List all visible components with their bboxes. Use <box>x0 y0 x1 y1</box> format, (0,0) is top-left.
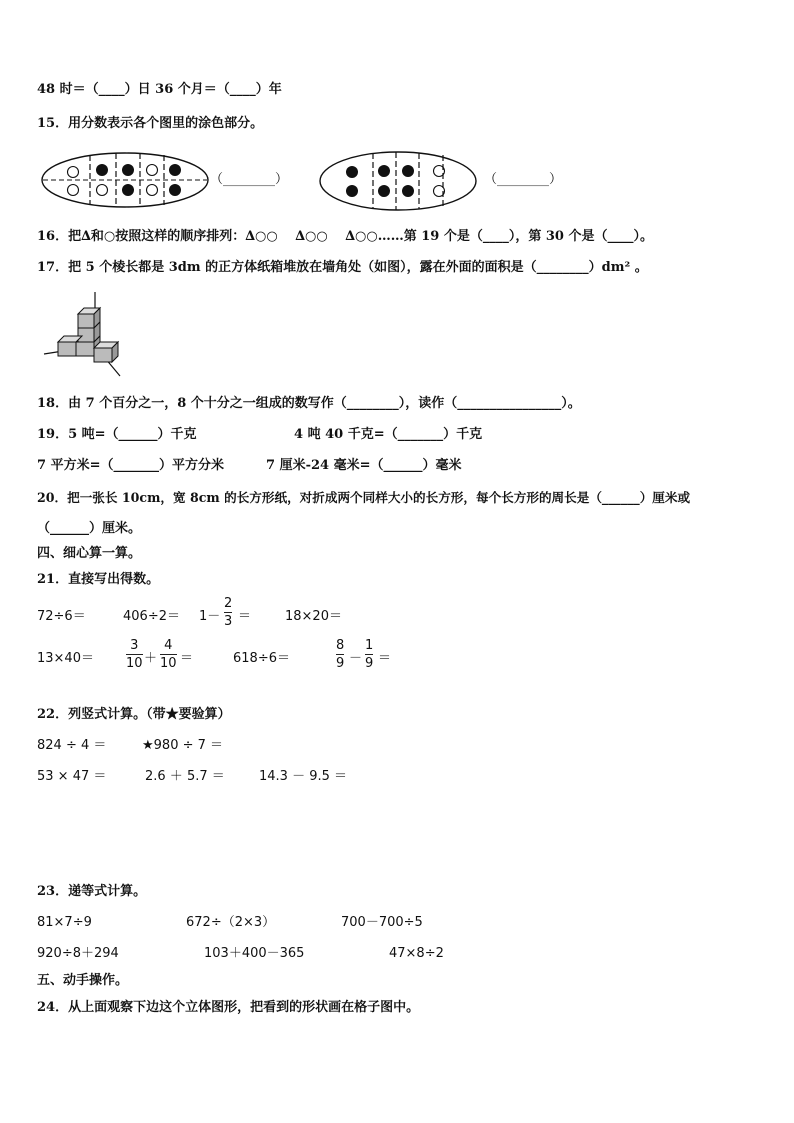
q14-line: 48 时＝（____）日 36 个月＝（____）年 <box>37 82 282 97</box>
q21-expr-3-whole: 1－ <box>199 609 221 624</box>
denominator: 3 <box>224 614 233 629</box>
oval-figure-2 <box>318 149 478 213</box>
denominator: 9 <box>336 656 345 671</box>
q15-title: 15．用分数表示各个图里的涂色部分。 <box>37 116 264 131</box>
q21-expr-3-equals: ＝ <box>238 609 252 624</box>
q21-expr-8-operator: － <box>349 651 363 666</box>
q21-expr-6-fraction-2 <box>160 638 177 671</box>
q22-expr-1: 824 ÷ 4 ＝ <box>37 738 107 753</box>
q21-expr-8-fraction-2 <box>365 638 373 671</box>
q23-expr-5: 103＋400－365 <box>204 946 305 961</box>
section-4-heading: 四、细心算一算。 <box>37 546 142 561</box>
q21-expr-2: 406÷2＝ <box>123 609 180 624</box>
denominator: 9 <box>365 656 374 671</box>
q21-expr-3-fraction <box>224 596 232 629</box>
q21-expr-4: 18×20＝ <box>285 609 342 624</box>
q20-line-2: （______）厘米。 <box>37 521 142 536</box>
q23-expr-1: 81×7÷9 <box>37 915 92 930</box>
q22-expr-2: ★980 ÷ 7 ＝ <box>142 738 224 753</box>
denominator: 10 <box>126 656 143 671</box>
q19-c: 7 平方米=（_______）平方分米 <box>37 458 224 473</box>
q21-expr-1: 72÷6＝ <box>37 609 86 624</box>
q24-text: 24．从上面观察下边这个立体图形，把看到的形状画在格子图中。 <box>37 1000 420 1015</box>
q19-d: 7 厘米-24 毫米=（______）毫米 <box>266 458 462 473</box>
q22-expr-4: 2.6 ＋ 5.7 ＝ <box>145 769 225 784</box>
q21-expr-8-fraction-1 <box>336 638 344 671</box>
q17-text: 17．把 5 个棱长都是 3dm 的正方体纸箱堆放在墙角处（如图），露在外面的面积是（________）dm² 。 <box>37 260 648 275</box>
q21-expr-7: 618÷6＝ <box>233 651 290 666</box>
q15-blank-1[interactable]: （________） <box>210 172 289 187</box>
oval-figure-1 <box>40 150 210 210</box>
q21-title: 21．直接写出得数。 <box>37 572 160 587</box>
q21-expr-8-equals: ＝ <box>378 651 392 666</box>
q18-text: 18．由 7 个百分之一，8 个十分之一组成的数写作（________），读作（________________）。 <box>37 396 581 411</box>
stacked-cubes-figure <box>40 288 130 378</box>
section-5-heading: 五、动手操作。 <box>37 973 129 988</box>
q23-expr-6: 47×8÷2 <box>389 946 444 961</box>
numerator: 1 <box>365 638 374 653</box>
q21-expr-6-equals: ＝ <box>180 651 194 666</box>
numerator: 4 <box>164 638 173 653</box>
q16-text: 16．把∆和○按照这样的顺序排列：∆○○ ∆○○ ∆○○……第 19 个是（____），第 30 个是（____）。 <box>37 229 653 244</box>
q19-a: 19．5 吨=（______）千克 <box>37 427 197 442</box>
numerator: 8 <box>336 638 345 653</box>
q21-expr-5: 13×40＝ <box>37 651 94 666</box>
q21-expr-6-fraction-1 <box>126 638 143 671</box>
q20-line-1: 20．把一张长 10cm，宽 8cm 的长方形纸，对折成两个同样大小的长方形，每个长方形的周长是（______）厘米或 <box>37 490 691 505</box>
q22-expr-5: 14.3 － 9.5 ＝ <box>259 769 348 784</box>
numerator: 3 <box>130 638 139 653</box>
numerator: 2 <box>224 596 233 611</box>
q15-blank-2[interactable]: （________） <box>484 172 563 187</box>
q19-b: 4 吨 40 千克=（_______）千克 <box>294 427 483 442</box>
q23-title: 23．递等式计算。 <box>37 884 147 899</box>
q22-expr-3: 53 × 47 ＝ <box>37 769 107 784</box>
denominator: 10 <box>160 656 177 671</box>
q23-expr-3: 700－700÷5 <box>341 915 423 930</box>
q22-title: 22．列竖式计算。（带★要验算） <box>37 707 231 722</box>
q23-expr-4: 920÷8＋294 <box>37 946 119 961</box>
q21-expr-6-operator: ＋ <box>144 651 158 666</box>
q23-expr-2: 672÷（2×3） <box>186 915 276 930</box>
